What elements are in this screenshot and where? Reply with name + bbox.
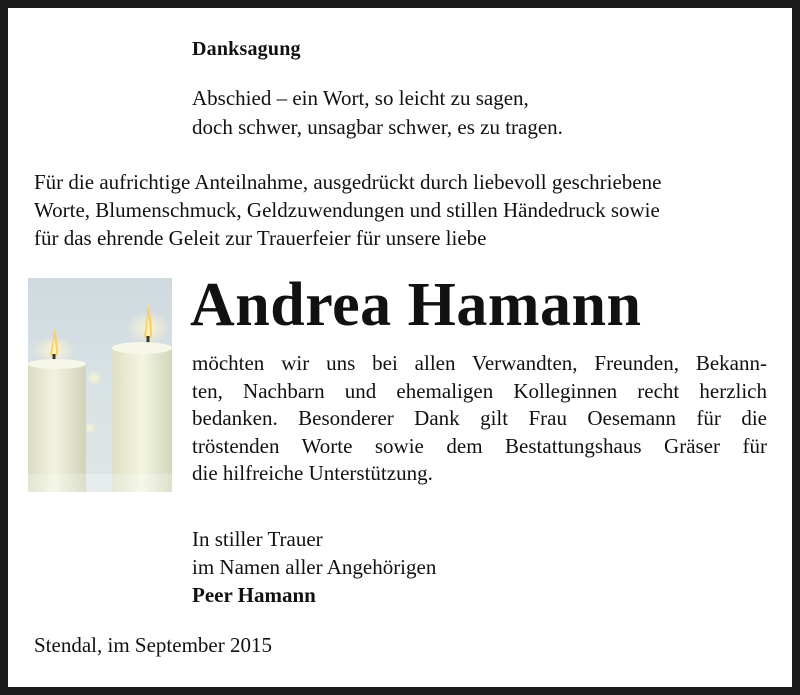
verse-line: Abschied – ein Wort, so leicht zu sagen, [192, 86, 529, 110]
intro-line: für das ehrende Geleit zur Trauerfeier für unsere liebe [34, 226, 487, 250]
closing-block [192, 525, 436, 609]
closing-line: In stiller Trauer [192, 527, 323, 551]
candle-right [112, 344, 172, 492]
candles-photo [28, 278, 172, 492]
thanks-line: tröstenden Worte sowie dem Bestattungshaus Gräser für [192, 433, 767, 458]
thanks-line: möchten wir uns bei allen Verwandten, Freunden, Bekann- [192, 351, 767, 375]
thanks-line: ten, Nachbarn und ehemaligen Kolleginnen recht herzlich [192, 378, 767, 403]
verse-block [192, 84, 563, 142]
notice-heading: Danksagung [192, 38, 301, 60]
intro-paragraph [34, 168, 774, 252]
thanks-paragraph [192, 350, 767, 488]
thanks-line: bedanken. Besonderer Dank gilt Frau Oesemann für die [192, 406, 767, 430]
intro-line: Für die aufrichtige Anteilnahme, ausgedrückt durch liebevoll geschriebene [34, 170, 662, 194]
candle-left [28, 360, 86, 492]
verse-line: doch schwer, unsagbar schwer, es zu tragen. [192, 115, 563, 139]
deceased-name: Andrea Hamann [190, 271, 642, 339]
obituary-card [8, 8, 792, 687]
thanks-line: die hilfreiche Unterstützung. [192, 461, 433, 485]
closing-line: im Namen aller Angehörigen [192, 555, 437, 579]
signer-name: Peer Hamann [192, 583, 316, 607]
candles-image [28, 278, 172, 492]
intro-line: Worte, Blumenschmuck, Geldzuwendungen und stillen Händedruck sowie [34, 198, 660, 222]
place-date: Stendal, im September 2015 [34, 633, 272, 657]
